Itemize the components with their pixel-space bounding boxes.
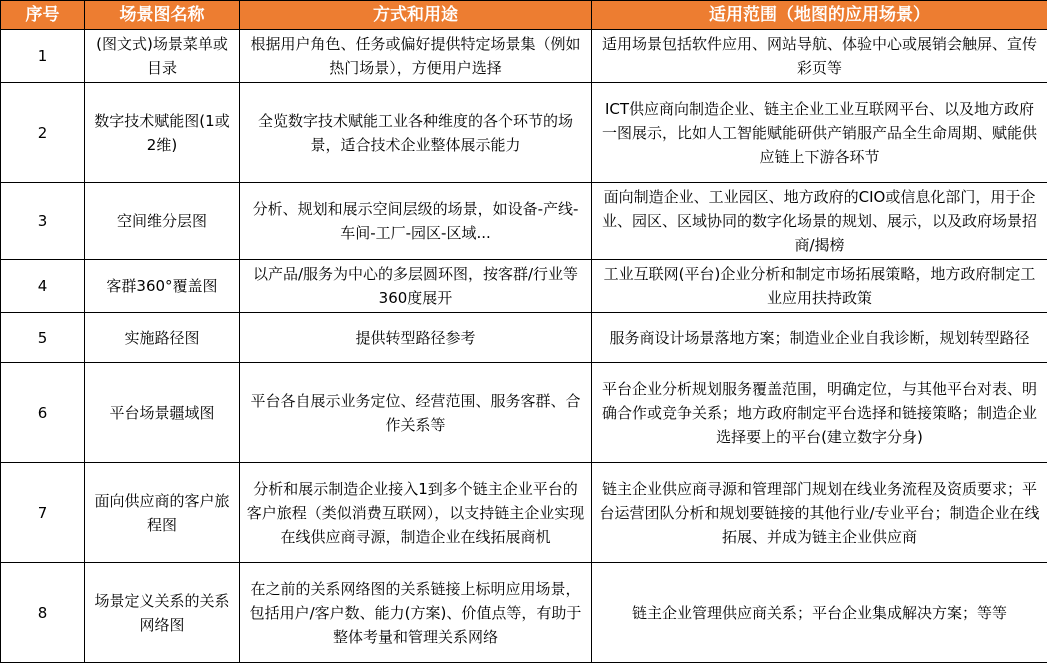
row-scope: 面向制造企业、工业园区、地方政府的CIO或信息化部门，用于企业、园区、区域协同的数字化场景的规划、展示，以及政府场景招商/揭榜	[592, 183, 1047, 260]
row-name: 平台场景疆域图	[85, 363, 240, 463]
row-use: 分析、规划和展示空间层级的场景，如设备-产线-车间-工厂-园区-区域...	[240, 183, 592, 260]
header-scope: 适用范围（地图的应用场景）	[592, 1, 1047, 30]
row-name: 面向供应商的客户旅程图	[85, 463, 240, 563]
row-index: 5	[1, 313, 85, 363]
table-row	[1, 563, 1047, 663]
table-row	[1, 260, 1047, 313]
row-scope: 适用场景包括软件应用、网站导航、体验中心或展销会触屏、宣传彩页等	[592, 30, 1047, 83]
row-index: 7	[1, 463, 85, 563]
row-use: 分析和展示制造企业接入1到多个链主企业平台的客户旅程（类似消费互联网），以支持链主企业实现在线供应商寻源，制造企业在线拓展商机	[240, 463, 592, 563]
table-row	[1, 30, 1047, 83]
row-scope: 链主企业管理供应商关系；平台企业集成解决方案；等等	[592, 563, 1047, 663]
row-index: 1	[1, 30, 85, 83]
table-row	[1, 183, 1047, 260]
table-row	[1, 363, 1047, 463]
table-row	[1, 463, 1047, 563]
row-scope: 链主企业供应商寻源和管理部门规划在线业务流程及资质要求；平台运营团队分析和规划要链接的其他行业/专业平台；制造企业在线拓展、并成为链主企业供应商	[592, 463, 1047, 563]
row-scope: 平台企业分析规划服务覆盖范围，明确定位，与其他平台对表、明确合作或竞争关系；地方政府制定平台选择和链接策略；制造企业选择要上的平台(建立数字分身)	[592, 363, 1047, 463]
row-index: 8	[1, 563, 85, 663]
row-index: 4	[1, 260, 85, 313]
row-name: 数字技术赋能图(1或2维)	[85, 83, 240, 183]
row-index: 3	[1, 183, 85, 260]
row-name: 实施路径图	[85, 313, 240, 363]
row-use: 平台各自展示业务定位、经营范围、服务客群、合作关系等	[240, 363, 592, 463]
row-use: 在之前的关系网络图的关系链接上标明应用场景，包括用户/客户数、能力(方案)、价值点等，有助于整体考量和管理关系网络	[240, 563, 592, 663]
header-name: 场景图名称	[85, 1, 240, 30]
row-name: 场景定义关系的关系网络图	[85, 563, 240, 663]
row-index: 6	[1, 363, 85, 463]
table-row	[1, 313, 1047, 363]
row-name: 空间维分层图	[85, 183, 240, 260]
row-scope: 工业互联网(平台)企业分析和制定市场拓展策略，地方政府制定工业应用扶持政策	[592, 260, 1047, 313]
row-scope: ICT供应商向制造企业、链主企业工业互联网平台、以及地方政府一图展示，比如人工智能赋能研供产销服产品全生命周期、赋能供应链上下游各环节	[592, 83, 1047, 183]
row-scope: 服务商设计场景落地方案；制造业企业自我诊断，规划转型路径	[592, 313, 1047, 363]
row-index: 2	[1, 83, 85, 183]
header-row	[1, 1, 1047, 30]
row-use: 以产品/服务为中心的多层圆环图，按客群/行业等360度展开	[240, 260, 592, 313]
row-use: 提供转型路径参考	[240, 313, 592, 363]
header-index: 序号	[1, 1, 85, 30]
table-row	[1, 83, 1047, 183]
row-name: 客群360°覆盖图	[85, 260, 240, 313]
row-name: (图文式)场景菜单或目录	[85, 30, 240, 83]
row-use: 根据用户角色、任务或偏好提供特定场景集（例如热门场景），方便用户选择	[240, 30, 592, 83]
row-use: 全览数字技术赋能工业各种维度的各个环节的场景，适合技术企业整体展示能力	[240, 83, 592, 183]
header-use: 方式和用途	[240, 1, 592, 30]
